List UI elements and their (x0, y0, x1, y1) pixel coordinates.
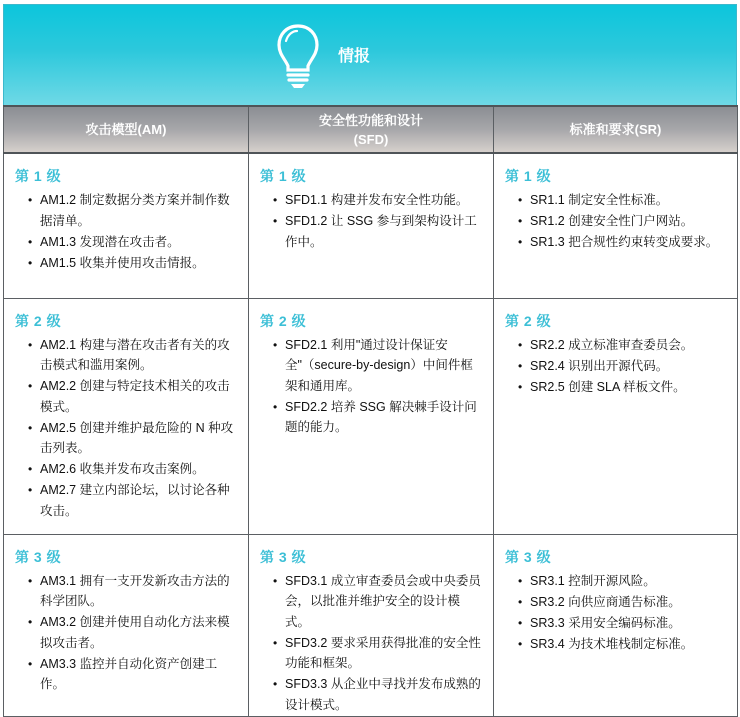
list-item: • SR3.2 向供应商通告标准。 (518, 592, 727, 613)
list-item: • SFD3.2 要求采用获得批准的安全性功能和框架。 (273, 633, 483, 674)
list-item: • AM2.6 收集并发布攻击案例。 (28, 459, 238, 480)
column-header-label: 安全性功能和设计 (318, 112, 423, 128)
column-header-label: 标准和要求(SR) (569, 122, 662, 137)
list-item: • AM1.5 收集并使用攻击情报。 (28, 253, 238, 274)
column-header-sr (494, 106, 738, 153)
level-row-1 (4, 153, 738, 298)
cell-am-level-1 (4, 153, 249, 298)
list-item: • AM2.7 建立内部论坛，以讨论各种攻击。 (28, 480, 238, 521)
list-item: • SR2.2 成立标准审查委员会。 (518, 335, 727, 356)
list-item: • AM1.3 发现潜在攻击者。 (28, 232, 238, 253)
list-item: • SR3.1 控制开源风险。 (518, 571, 727, 592)
list-item: • AM1.2 制定数据分类方案并制作数据清单。 (28, 190, 238, 231)
header-row (4, 106, 738, 153)
list-item: • SR1.3 把合规性约束转变成要求。 (518, 232, 727, 253)
list-item: • SR3.4 为技术堆栈制定标准。 (518, 634, 727, 655)
banner-title: 情报 (338, 47, 371, 65)
cell-sfd-level-3 (249, 534, 494, 716)
cell-am-level-3 (4, 534, 249, 716)
level-label: 第 2 级 (505, 312, 552, 329)
list-item: • SR3.3 采用安全编码标准。 (518, 613, 727, 634)
level-row-2 (4, 298, 738, 534)
list-item: • SR2.4 识别出开源代码。 (518, 356, 727, 377)
column-header-sublabel: (SFD) (353, 131, 389, 147)
cell-sr-level-3 (494, 534, 738, 716)
level-label: 第 1 级 (15, 168, 62, 184)
list-item: • SFD3.1 成立审查委员会或中央委员会，以批准并维护安全的设计模式。 (273, 571, 483, 633)
cell-am-level-2 (4, 298, 249, 534)
column-header-am (4, 106, 249, 153)
banner (3, 4, 737, 105)
practices-grid (3, 105, 738, 717)
level-label: 第 1 级 (260, 168, 307, 184)
list-item: • AM2.1 构建与潜在攻击者有关的攻击模式和滥用案例。 (28, 335, 238, 376)
list-item: • AM3.3 监控并自动化资产创建工作。 (28, 654, 238, 695)
list-item: • AM2.5 创建并维护最危险的 N 种攻击列表。 (28, 418, 238, 459)
list-item: • SFD1.2 让 SSG 参与到架构设计工作中。 (273, 211, 483, 252)
list-item: • SFD1.1 构建并发布安全性功能。 (273, 190, 483, 211)
intelligence-domain-table (3, 4, 737, 712)
list-item: • AM2.2 创建与特定技术相关的攻击模式。 (28, 376, 238, 417)
lightbulb-icon (276, 23, 320, 91)
level-label: 第 3 级 (260, 548, 307, 565)
column-header-sfd (249, 106, 494, 153)
level-label: 第 2 级 (15, 312, 62, 329)
level-row-3 (4, 534, 738, 716)
list-item: • SR1.2 创建安全性门户网站。 (518, 211, 727, 232)
column-header-label: 攻击模型(AM) (85, 122, 167, 137)
level-label: 第 3 级 (15, 548, 62, 565)
list-item: • SFD3.3 从企业中寻找并发布成熟的设计模式。 (273, 674, 483, 715)
level-label: 第 3 级 (505, 548, 552, 565)
list-item: • AM3.1 拥有一支开发新攻击方法的科学团队。 (28, 571, 238, 612)
cell-sfd-level-2 (249, 298, 494, 534)
list-item: • SR2.5 创建 SLA 样板文件。 (518, 377, 727, 398)
list-item: • AM3.2 创建并使用自动化方法来模拟攻击者。 (28, 612, 238, 653)
list-item: • SFD2.1 利用"通过设计保证安全"（secure-by-design）中间件框架和通用库。 (273, 335, 483, 397)
list-item: • SR1.1 制定安全性标准。 (518, 190, 727, 211)
list-item: • SFD2.2 培养 SSG 解决棘手设计问题的能力。 (273, 397, 483, 438)
level-label: 第 2 级 (260, 312, 307, 329)
cell-sr-level-1 (494, 153, 738, 298)
level-label: 第 1 级 (505, 168, 552, 184)
cell-sr-level-2 (494, 298, 738, 534)
cell-sfd-level-1 (249, 153, 494, 298)
banner-content (276, 23, 370, 91)
